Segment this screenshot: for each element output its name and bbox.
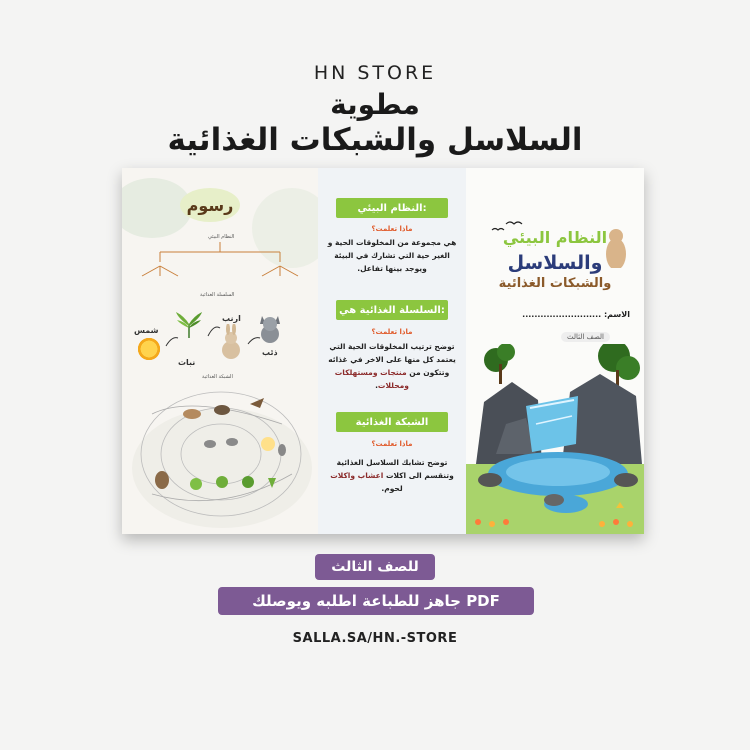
grade-badge: للصف الثالث xyxy=(315,554,435,580)
plant-icon xyxy=(174,310,204,340)
question-3: ماذا تعلمت؟ xyxy=(371,440,413,448)
heading-food-chain: السلسلة الغذائية هي: xyxy=(336,300,448,320)
cover-title-chains: والسلاسل xyxy=(507,252,603,274)
text-food-web-b: لحوم. xyxy=(381,484,403,493)
name-field-label: الاسم: .......................... xyxy=(522,310,630,319)
question-2: ماذا تعلمت؟ xyxy=(371,328,413,336)
panel-cover xyxy=(466,168,644,534)
food-web-diagram xyxy=(132,384,310,524)
cover-title-ecosystem: النظام البيئي xyxy=(502,228,608,247)
panel-text xyxy=(318,168,466,534)
text-food-web-highlight: اعشاب واكلات xyxy=(330,471,384,480)
brochure-preview xyxy=(122,168,644,534)
text-food-chain-highlight: منتجات ومستهلكات ومحللات xyxy=(334,368,409,390)
title-line2: السلاسل والشبكات الغذائية xyxy=(167,122,583,158)
text-food-chain-b: . xyxy=(375,381,378,390)
cover-grade: الصف الثالث xyxy=(561,332,610,342)
rabbit-icon xyxy=(218,324,244,360)
text-food-web-a: توضح تشابك السلاسل الغذائية وتنقسم الى اكلات xyxy=(336,458,454,480)
tree-title: النظام البيئي xyxy=(208,234,235,240)
text-food-chain-a: توضح ترتيب المخلوقات الحية التي يعتمد كل منها على الاخر في غذائه وتتكون من xyxy=(328,342,456,377)
text-ecosystem: هي مجموعة من المخلوقات الحية و الغير حية التي تشارك في البيئة ويوجد بينها تفاعل. xyxy=(327,238,457,273)
wolf-icon xyxy=(256,310,284,344)
store-url[interactable]: SALLA.SA/HN.-STORE xyxy=(292,631,458,646)
heading-food-web: الشبكة الغذائية xyxy=(336,412,448,432)
wolf-label: ذئب xyxy=(262,348,278,357)
question-1: ماذا تعلمت؟ xyxy=(371,225,413,233)
panel-drawings xyxy=(122,168,318,534)
cover-title-webs: والشبكات الغذائية xyxy=(498,276,612,291)
chain-title: السلسلة الغذائية xyxy=(200,292,235,298)
sun-label: شمس xyxy=(134,326,159,335)
heading-ecosystem: النظام البيئي: xyxy=(336,198,448,218)
rabbit-label: ارنب xyxy=(222,314,241,323)
plant-label: نبات xyxy=(178,358,196,367)
waterfall-scene-illustration xyxy=(466,344,644,534)
sun-icon xyxy=(136,336,162,362)
text-food-web xyxy=(324,456,460,495)
text-food-chain xyxy=(324,340,460,392)
drawings-badge: رسوم xyxy=(180,188,240,222)
store-name: HN STORE xyxy=(313,62,437,84)
title-line1: مطوية xyxy=(330,88,420,121)
ready-to-print-badge: جاهز للطباعة اطلبه ويوصلك PDF xyxy=(218,587,534,615)
web-title: الشبكة الغذائية xyxy=(202,374,233,380)
